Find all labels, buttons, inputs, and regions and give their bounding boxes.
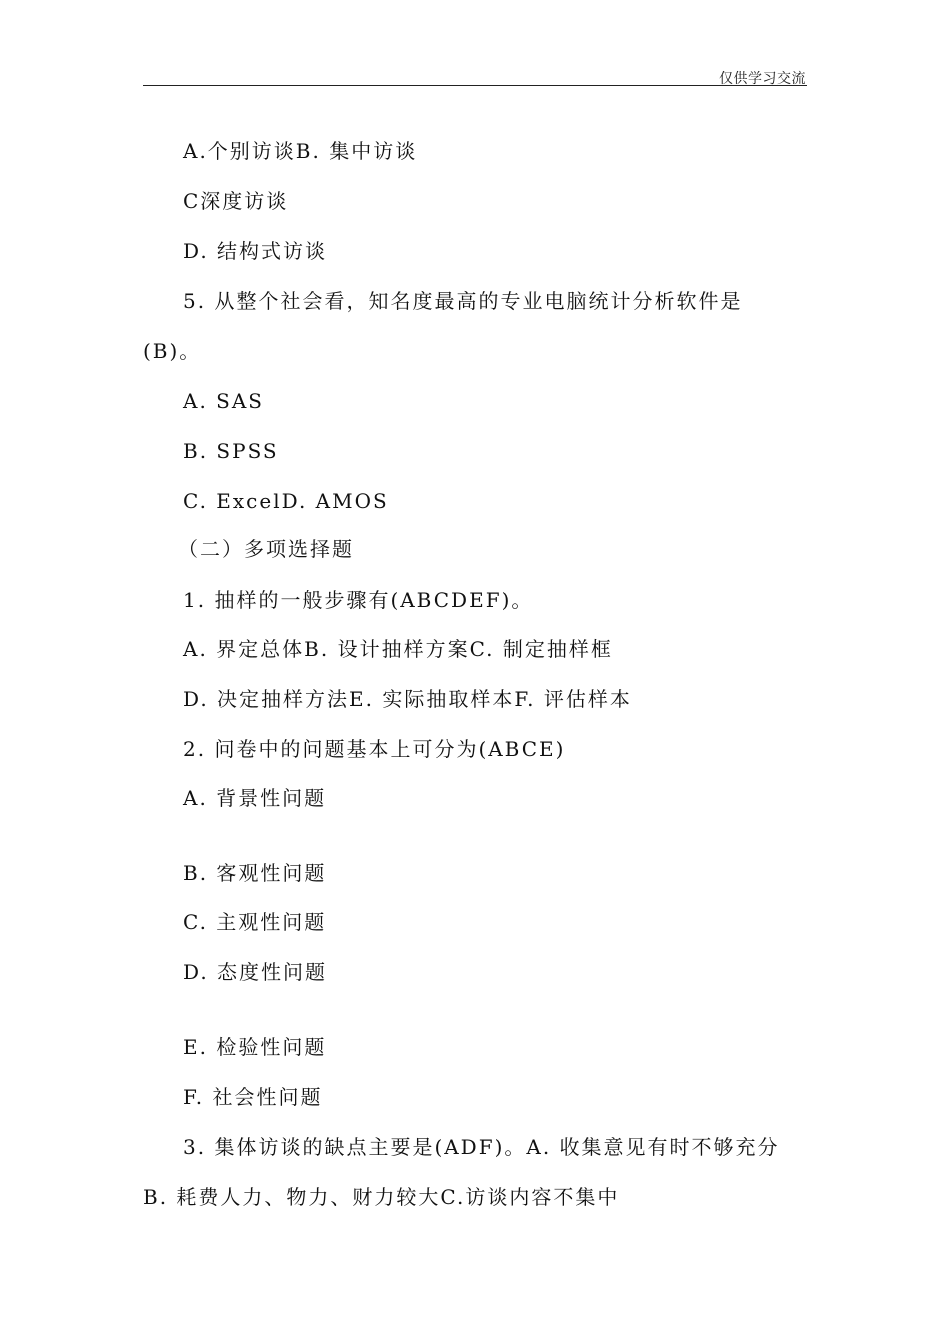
- option-text: D. 态度性问题: [183, 960, 328, 984]
- option-text: F. 社会性问题: [183, 1085, 323, 1109]
- option-text: E. 检验性问题: [183, 1035, 327, 1059]
- option-text: C. 主观性问题: [183, 910, 327, 934]
- option-text: A. SAS: [183, 389, 265, 413]
- option-text: A. 界定总体B. 设计抽样方案C. 制定抽样框: [183, 637, 613, 661]
- question-text: 3. 集体访谈的缺点主要是(ADF)。A. 收集意见有时不够充分: [183, 1135, 780, 1159]
- question-text: 1. 抽样的一般步骤有(ABCDEF)。: [183, 588, 534, 612]
- question-text: 2. 问卷中的问题基本上可分为(ABCE): [183, 737, 566, 761]
- header-note: 仅供学习交流: [719, 71, 806, 87]
- option-text: B. SPSS: [183, 439, 279, 463]
- text-line: A.个别访谈B. 集中访谈: [183, 139, 418, 163]
- question-text: 5. 从整个社会看，知名度最高的专业电脑统计分析软件是: [183, 289, 743, 313]
- option-text: A. 背景性问题: [183, 786, 327, 810]
- text-line: C深度访谈: [183, 189, 289, 213]
- option-text: B. 客观性问题: [183, 861, 327, 885]
- option-text: D. 决定抽样方法E. 实际抽取样本F. 评估样本: [183, 687, 632, 711]
- question-text: (B)。: [143, 339, 202, 363]
- header-rule: [143, 85, 807, 86]
- option-text: C. ExcelD. AMOS: [183, 489, 389, 513]
- text-line: D. 结构式访谈: [183, 239, 328, 263]
- section-heading: （二）多项选择题: [178, 537, 354, 561]
- option-text: B. 耗费人力、物力、财力较大C.访谈内容不集中: [143, 1185, 620, 1209]
